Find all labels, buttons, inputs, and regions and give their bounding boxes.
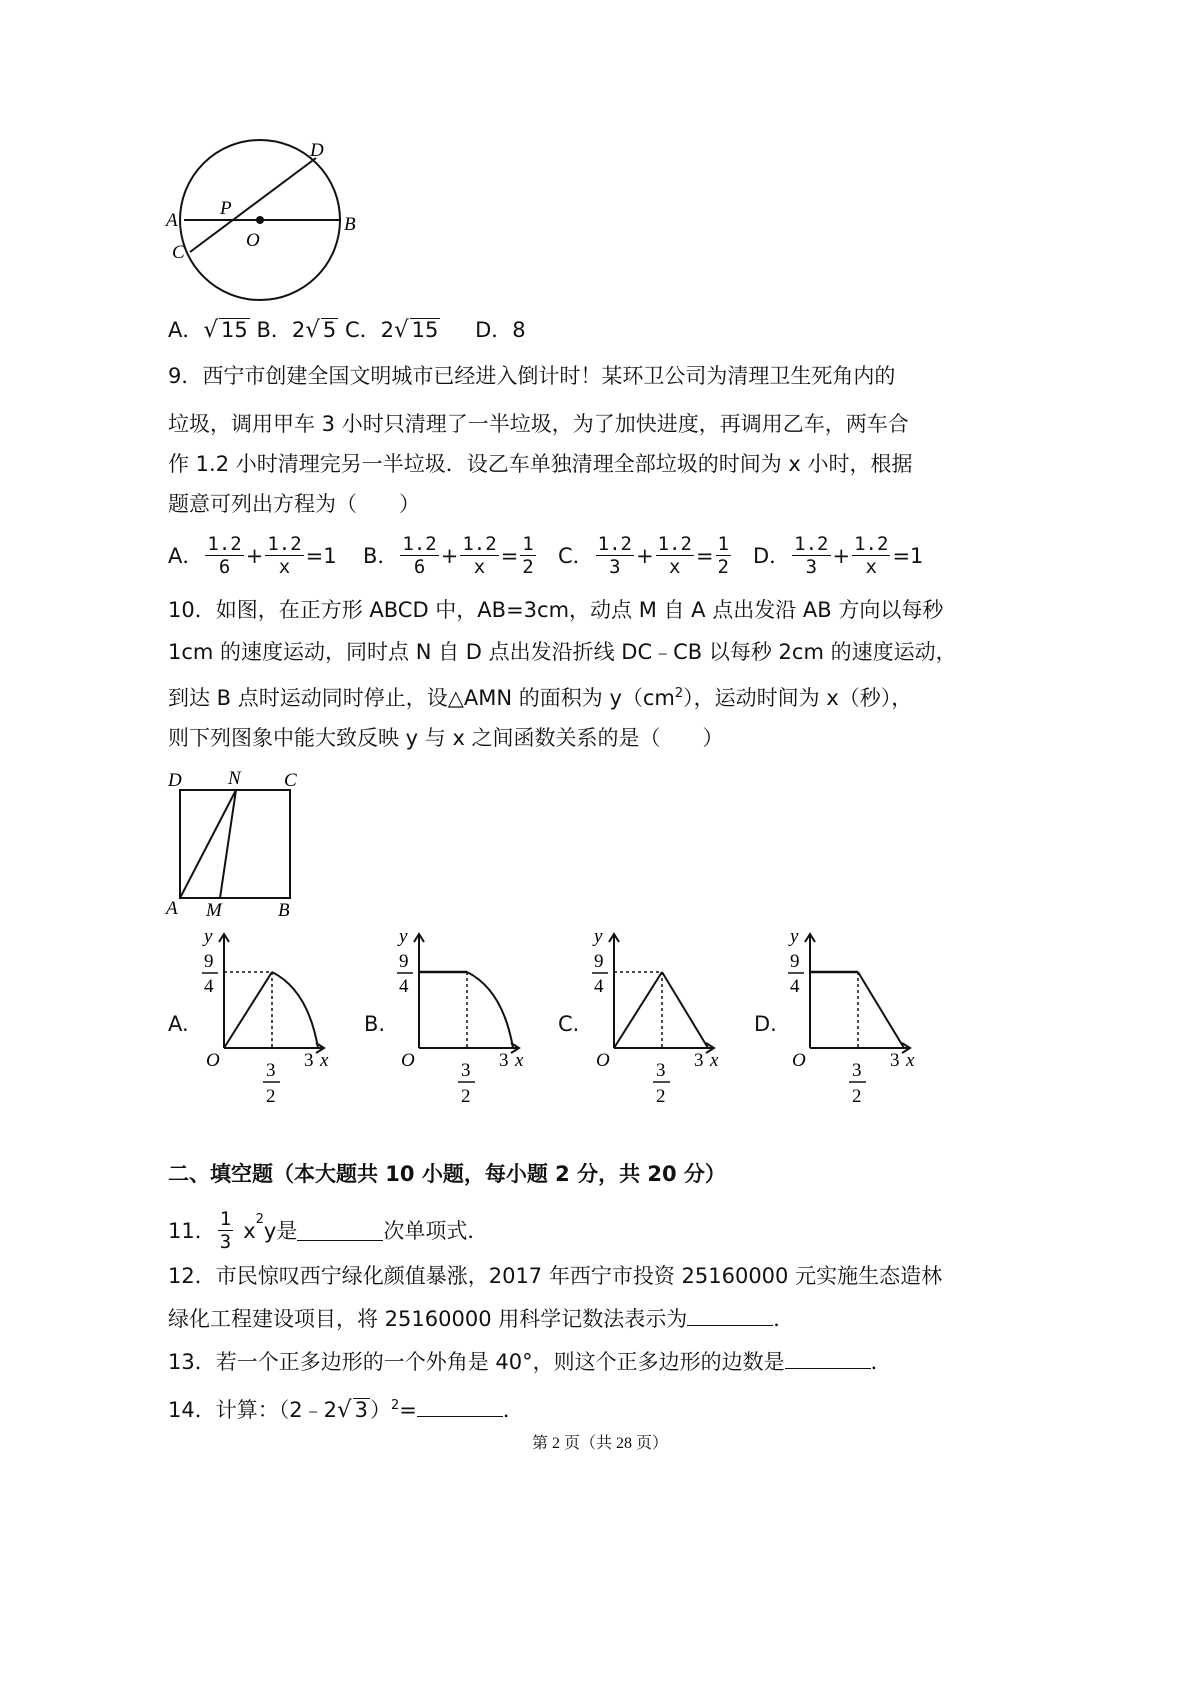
label-n: N xyxy=(228,768,241,789)
q13-answer-blank xyxy=(785,1348,871,1369)
q11: 11． $\frac{1}{3}$ x $^2$ y 是 次单项式． xyxy=(168,1208,489,1253)
label-a: A xyxy=(166,898,178,919)
q12-answer-blank xyxy=(687,1305,773,1326)
center-point xyxy=(256,216,264,224)
x-tick-num: 3 xyxy=(852,1060,862,1081)
q8-option-d: D．8 xyxy=(475,318,526,342)
y-tick-num: 9 xyxy=(790,951,800,972)
page-footer: 第 2 页（共 28 页） xyxy=(531,1435,668,1452)
x-end-label: 3 xyxy=(694,1050,704,1071)
label-b: B xyxy=(344,214,356,235)
graph-label-a: A. xyxy=(168,1012,189,1036)
label-b: B xyxy=(278,900,290,921)
x-end-label: 3 xyxy=(890,1050,900,1071)
x-tick-den: 2 xyxy=(266,1086,276,1105)
graph-c xyxy=(586,930,731,1105)
q10-line-4: 则下列图象中能大致反映 y 与 x 之间函数关系的是（ ） xyxy=(168,726,724,750)
y-axis-label: y xyxy=(399,930,408,947)
q9-line-3: 作 1.2 小时清理完另一半垃圾．设乙车单独清理全部垃圾的时间为 x 小时，根据 xyxy=(168,452,913,476)
y-tick-den: 4 xyxy=(204,976,214,997)
label-m: M xyxy=(206,900,222,921)
q8-option-c: C．2√ 15 xyxy=(344,317,439,343)
graph-label-c: C. xyxy=(558,1012,580,1036)
y-tick-den: 4 xyxy=(399,976,409,997)
q10-line-3: 到达 B 点时运动同时停止，设△AMN 的面积为 $y(cm^2)$，运动时间为 x（秒）， xyxy=(168,686,913,710)
x-tick-num: 3 xyxy=(656,1060,666,1081)
x-axis-label: x xyxy=(515,1050,524,1071)
x-tick-den: 2 xyxy=(461,1086,471,1105)
q13: 13．若一个正多边形的一个外角是 40°，则这个正多边形的边数是 ． xyxy=(168,1350,892,1374)
x-axis-label: x xyxy=(320,1050,329,1071)
y-tick-num: 9 xyxy=(204,951,214,972)
q12-line-2: 绿化工程建设项目，将 25160000 用科学记数法表示为 ． xyxy=(168,1307,795,1331)
q8-option-a: A．√ 15 xyxy=(168,317,248,343)
graph-a xyxy=(196,930,341,1105)
section-heading: 二、填空题（本大题共 10 小题，每小题 2 分，共 20 分） xyxy=(168,1162,726,1186)
q9-option-d: D． $\frac{1.2}{3}$ + $\frac{1.2}{x}$ =1 xyxy=(753,533,924,578)
q8-option-b: B．2√ 5 xyxy=(256,317,337,343)
x-tick-num: 3 xyxy=(266,1060,276,1081)
x-tick-num: 3 xyxy=(461,1060,471,1081)
label-p: P xyxy=(220,198,232,219)
graph-label-d: D. xyxy=(754,1012,777,1036)
origin-label: O xyxy=(401,1050,415,1071)
graph-b xyxy=(391,930,536,1105)
graph-label-b: B. xyxy=(364,1012,386,1036)
q10-line-2: 1cm 的速度运动，同时点 N 自 D 点出发沿折线 DC﹣CB 以每秒 2cm 的速度运动， xyxy=(168,640,957,664)
origin-label: O xyxy=(792,1050,806,1071)
label-d: D xyxy=(310,140,324,161)
q8-options xyxy=(168,316,526,344)
x-end-label: 3 xyxy=(499,1050,509,1071)
label-c: C xyxy=(284,770,297,791)
label-c: C xyxy=(172,242,185,263)
y-axis-label: y xyxy=(594,930,603,947)
q9-option-c: C． $\frac{1.2}{3}$ + $\frac{1.2}{x}$ = $\frac{1}{2}$ xyxy=(558,533,729,578)
q11-answer-blank xyxy=(297,1220,383,1241)
y-tick-num: 9 xyxy=(399,951,409,972)
x-axis-label: x xyxy=(906,1050,915,1071)
q10-line-1: 10．如图，在正方形 ABCD 中，AB=3cm，动点 M 自 A 点出发沿 AB 方向以每秒 xyxy=(168,598,944,622)
q11-fraction: $\frac{1}{3}$ xyxy=(219,1208,232,1253)
q9-options xyxy=(168,533,923,578)
q9-line-2: 垃圾，调用甲车 3 小时只清理了一半垃圾，为了加快进度，再调用乙车，两车合 xyxy=(168,412,909,436)
q14: 14．计算：（2﹣2√ 3）$^2$= ． xyxy=(168,1397,524,1423)
square-figure xyxy=(160,764,310,926)
label-o: O xyxy=(246,230,260,251)
y-tick-den: 4 xyxy=(594,976,604,997)
y-axis-label: y xyxy=(790,930,799,947)
x-tick-den: 2 xyxy=(852,1086,862,1105)
y-tick-num: 9 xyxy=(594,951,604,972)
q9-option-a: A． $\frac{1.2}{6}$ + $\frac{1.2}{x}$ =1 xyxy=(168,533,337,578)
label-a: A xyxy=(166,210,178,231)
q14-answer-blank xyxy=(417,1396,503,1417)
q9-option-b: B． $\frac{1.2}{6}$ + $\frac{1.2}{x}$ = $\frac{1}{2}$ xyxy=(363,533,534,578)
q9-line-1: 9．西宁市创建全国文明城市已经进入倒计时！某环卫公司为清理卫生死角内的 xyxy=(168,364,896,388)
x-axis-label: x xyxy=(710,1050,719,1071)
q9-line-4: 题意可列出方程为（ ） xyxy=(168,492,420,516)
q12-line-1: 12．市民惊叹西宁绿化颜值暴涨，2017 年西宁市投资 25160000 元实施生态造林 xyxy=(168,1264,943,1288)
circle-figure xyxy=(160,128,380,318)
y-axis-label: y xyxy=(204,930,213,947)
origin-label: O xyxy=(206,1050,220,1071)
x-end-label: 3 xyxy=(304,1050,314,1071)
origin-label: O xyxy=(596,1050,610,1071)
x-tick-den: 2 xyxy=(656,1086,666,1105)
y-tick-den: 4 xyxy=(790,976,800,997)
label-d: D xyxy=(168,770,182,791)
graph-d xyxy=(782,930,927,1105)
